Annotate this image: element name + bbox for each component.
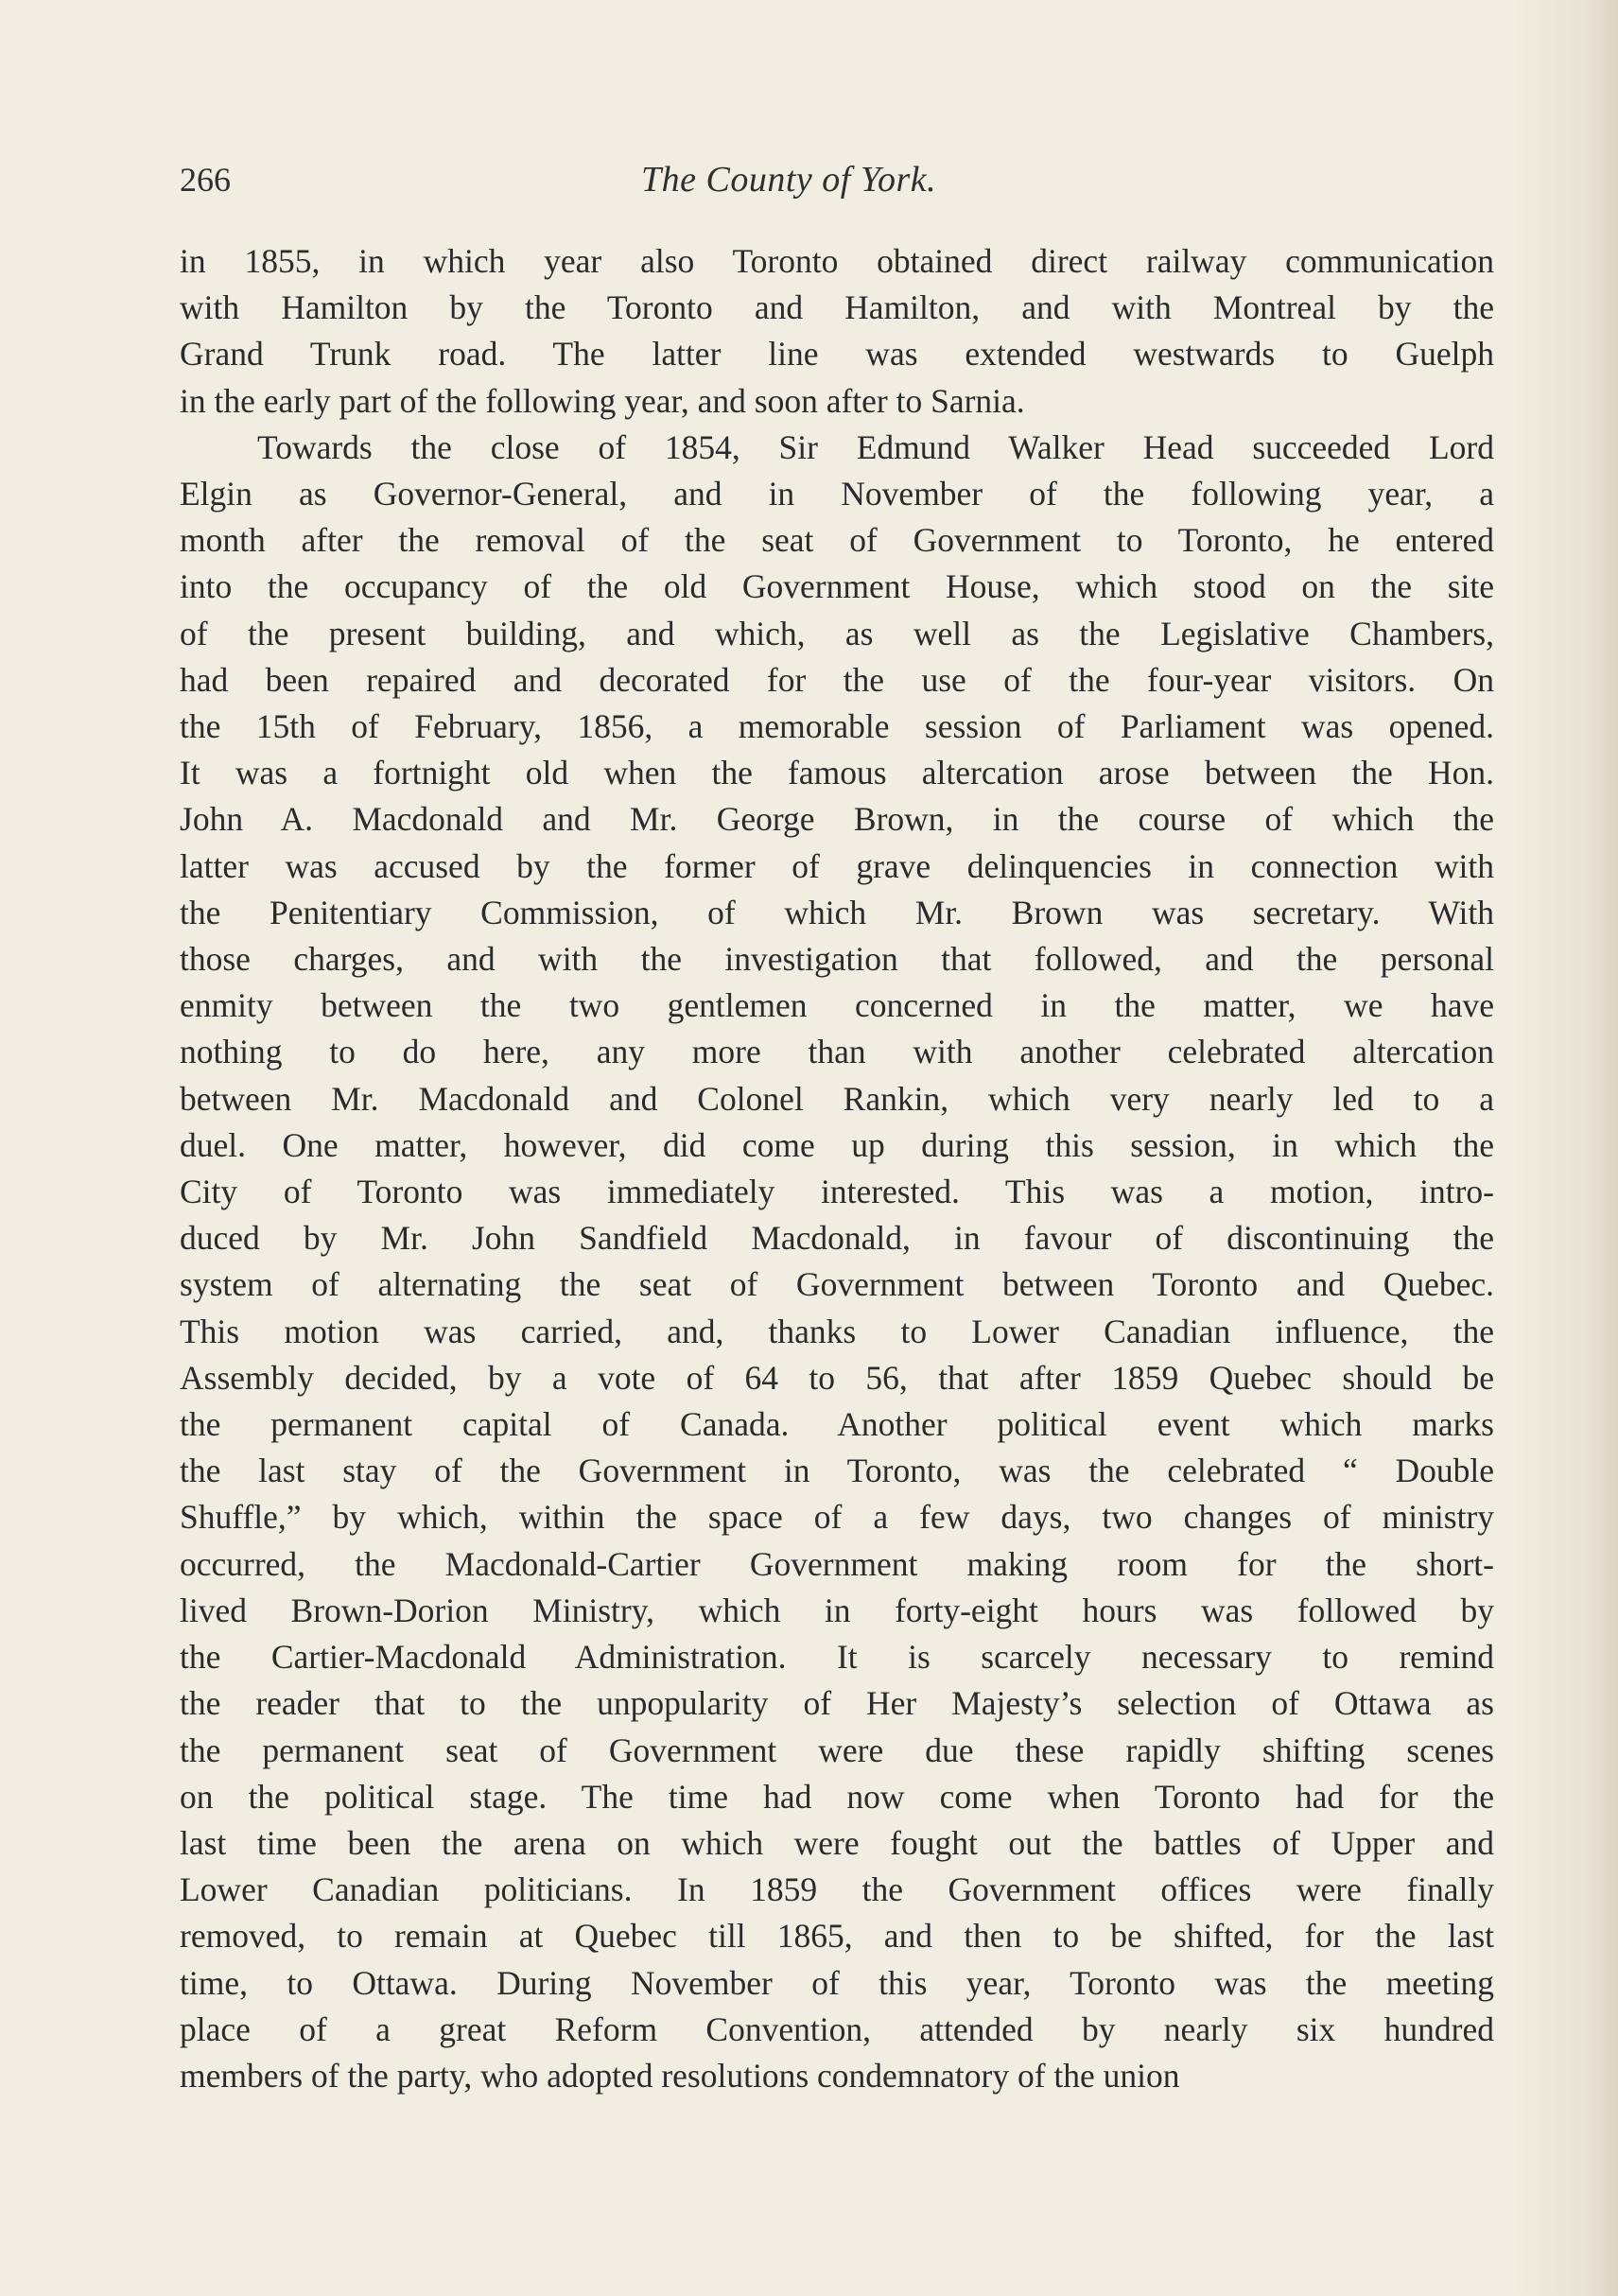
text-line: nothing to do here, any more than with another celebrated altercation xyxy=(180,1033,1494,1071)
text-line: the last stay of the Government in Toronto, was the celebrated “ Double xyxy=(180,1452,1494,1490)
text-line: lived Brown-Dorion Ministry, which in forty-eight hours was followed by xyxy=(180,1591,1494,1629)
text-line: last time been the arena on which were fought out the battles of Upper and xyxy=(180,1823,1494,1862)
text-line: This motion was carried, and, thanks to Lower Canadian influence, the xyxy=(180,1312,1494,1350)
running-title: The County of York. xyxy=(641,160,937,200)
text-line: in 1855, in which year also Toronto obtained direct railway communication xyxy=(180,242,1494,280)
text-line: members of the party, who adopted resolutions condemnatory of the union xyxy=(180,2056,1180,2095)
text-line: place of a great Reform Convention, attended by nearly six hundred xyxy=(180,2009,1494,2048)
page-header xyxy=(180,151,1021,208)
text-line: Towards the close of 1854, Sir Edmund Walker Head succeeded Lord xyxy=(257,427,1494,466)
text-line: those charges, and with the investigation that followed, and the personal xyxy=(180,940,1494,979)
text-line: of the present building, and which, as well as the Legislative Chambers, xyxy=(180,614,1494,652)
text-line: the Penitentiary Commission, of which Mr. Brown was secretary. With xyxy=(180,893,1494,931)
text-line: It was a fortnight old when the famous altercation arose between the Hon. xyxy=(180,754,1494,792)
page-edge-shadow xyxy=(1505,0,1618,2296)
text-line: duced by Mr. John Sandfield Macdonald, in favour of discontinuing the xyxy=(180,1219,1494,1258)
text-line: occurred, the Macdonald-Cartier Government making room for the short- xyxy=(180,1544,1494,1583)
text-line: Shuffle,” by which, within the space of a few days, two changes of ministry xyxy=(180,1498,1494,1537)
text-line: Elgin as Governor-General, and in November of the following year, a xyxy=(180,475,1494,513)
paragraph xyxy=(180,238,1494,425)
text-line: in the early part of the following year, and soon after to Sarnia. xyxy=(180,381,1025,420)
text-line: the permanent seat of Government were due these rapidly shifting scenes xyxy=(180,1731,1494,1769)
text-line: month after the removal of the seat of Government to Toronto, he entered xyxy=(180,521,1494,560)
text-line: on the political stage. The time had now come when Toronto had for the xyxy=(180,1777,1494,1816)
text-line: the reader that to the unpopularity of Her Majesty’s selection of Ottawa as xyxy=(180,1684,1494,1723)
text-line: City of Toronto was immediately interested. This was a motion, intro- xyxy=(180,1173,1494,1211)
text-line: time, to Ottawa. During November of this year, Toronto was the meeting xyxy=(180,1963,1494,2002)
body-text xyxy=(180,238,1494,2099)
text-line: had been repaired and decorated for the use of the four-year visitors. On xyxy=(180,660,1494,699)
text-line: system of alternating the seat of Government between Toronto and Quebec. xyxy=(180,1265,1494,1304)
text-line: duel. One matter, however, did come up during this session, in which the xyxy=(180,1125,1494,1164)
paragraph xyxy=(180,425,1494,2099)
text-line: into the occupancy of the old Government House, which stood on the site xyxy=(180,567,1494,606)
text-line: enmity between the two gentlemen concerned in the matter, we have xyxy=(180,986,1494,1025)
text-line: the permanent capital of Canada. Another political event which marks xyxy=(180,1405,1494,1444)
text-line: John A. Macdonald and Mr. George Brown, in the course of which the xyxy=(180,800,1494,839)
text-line: with Hamilton by the Toronto and Hamilton, and with Montreal by the xyxy=(180,288,1494,327)
text-line: between Mr. Macdonald and Colonel Rankin, which very nearly led to a xyxy=(180,1079,1494,1118)
text-line: removed, to remain at Quebec till 1865, and then to be shifted, for the last xyxy=(180,1917,1494,1956)
text-line: the 15th of February, 1856, a memorable session of Parliament was opened. xyxy=(180,707,1494,746)
page-number: 266 xyxy=(180,161,231,199)
text-line: Grand Trunk road. The latter line was extended westwards to Guelph xyxy=(180,335,1494,374)
text-line: Lower Canadian politicians. In 1859 the Government offices were finally xyxy=(180,1870,1494,1909)
text-line: the Cartier-Macdonald Administration. It is scarcely necessary to remind xyxy=(180,1638,1494,1677)
text-line: latter was accused by the former of grave delinquencies in connection with xyxy=(180,846,1494,885)
text-line: Assembly decided, by a vote of 64 to 56, that after 1859 Quebec should be xyxy=(180,1358,1494,1397)
